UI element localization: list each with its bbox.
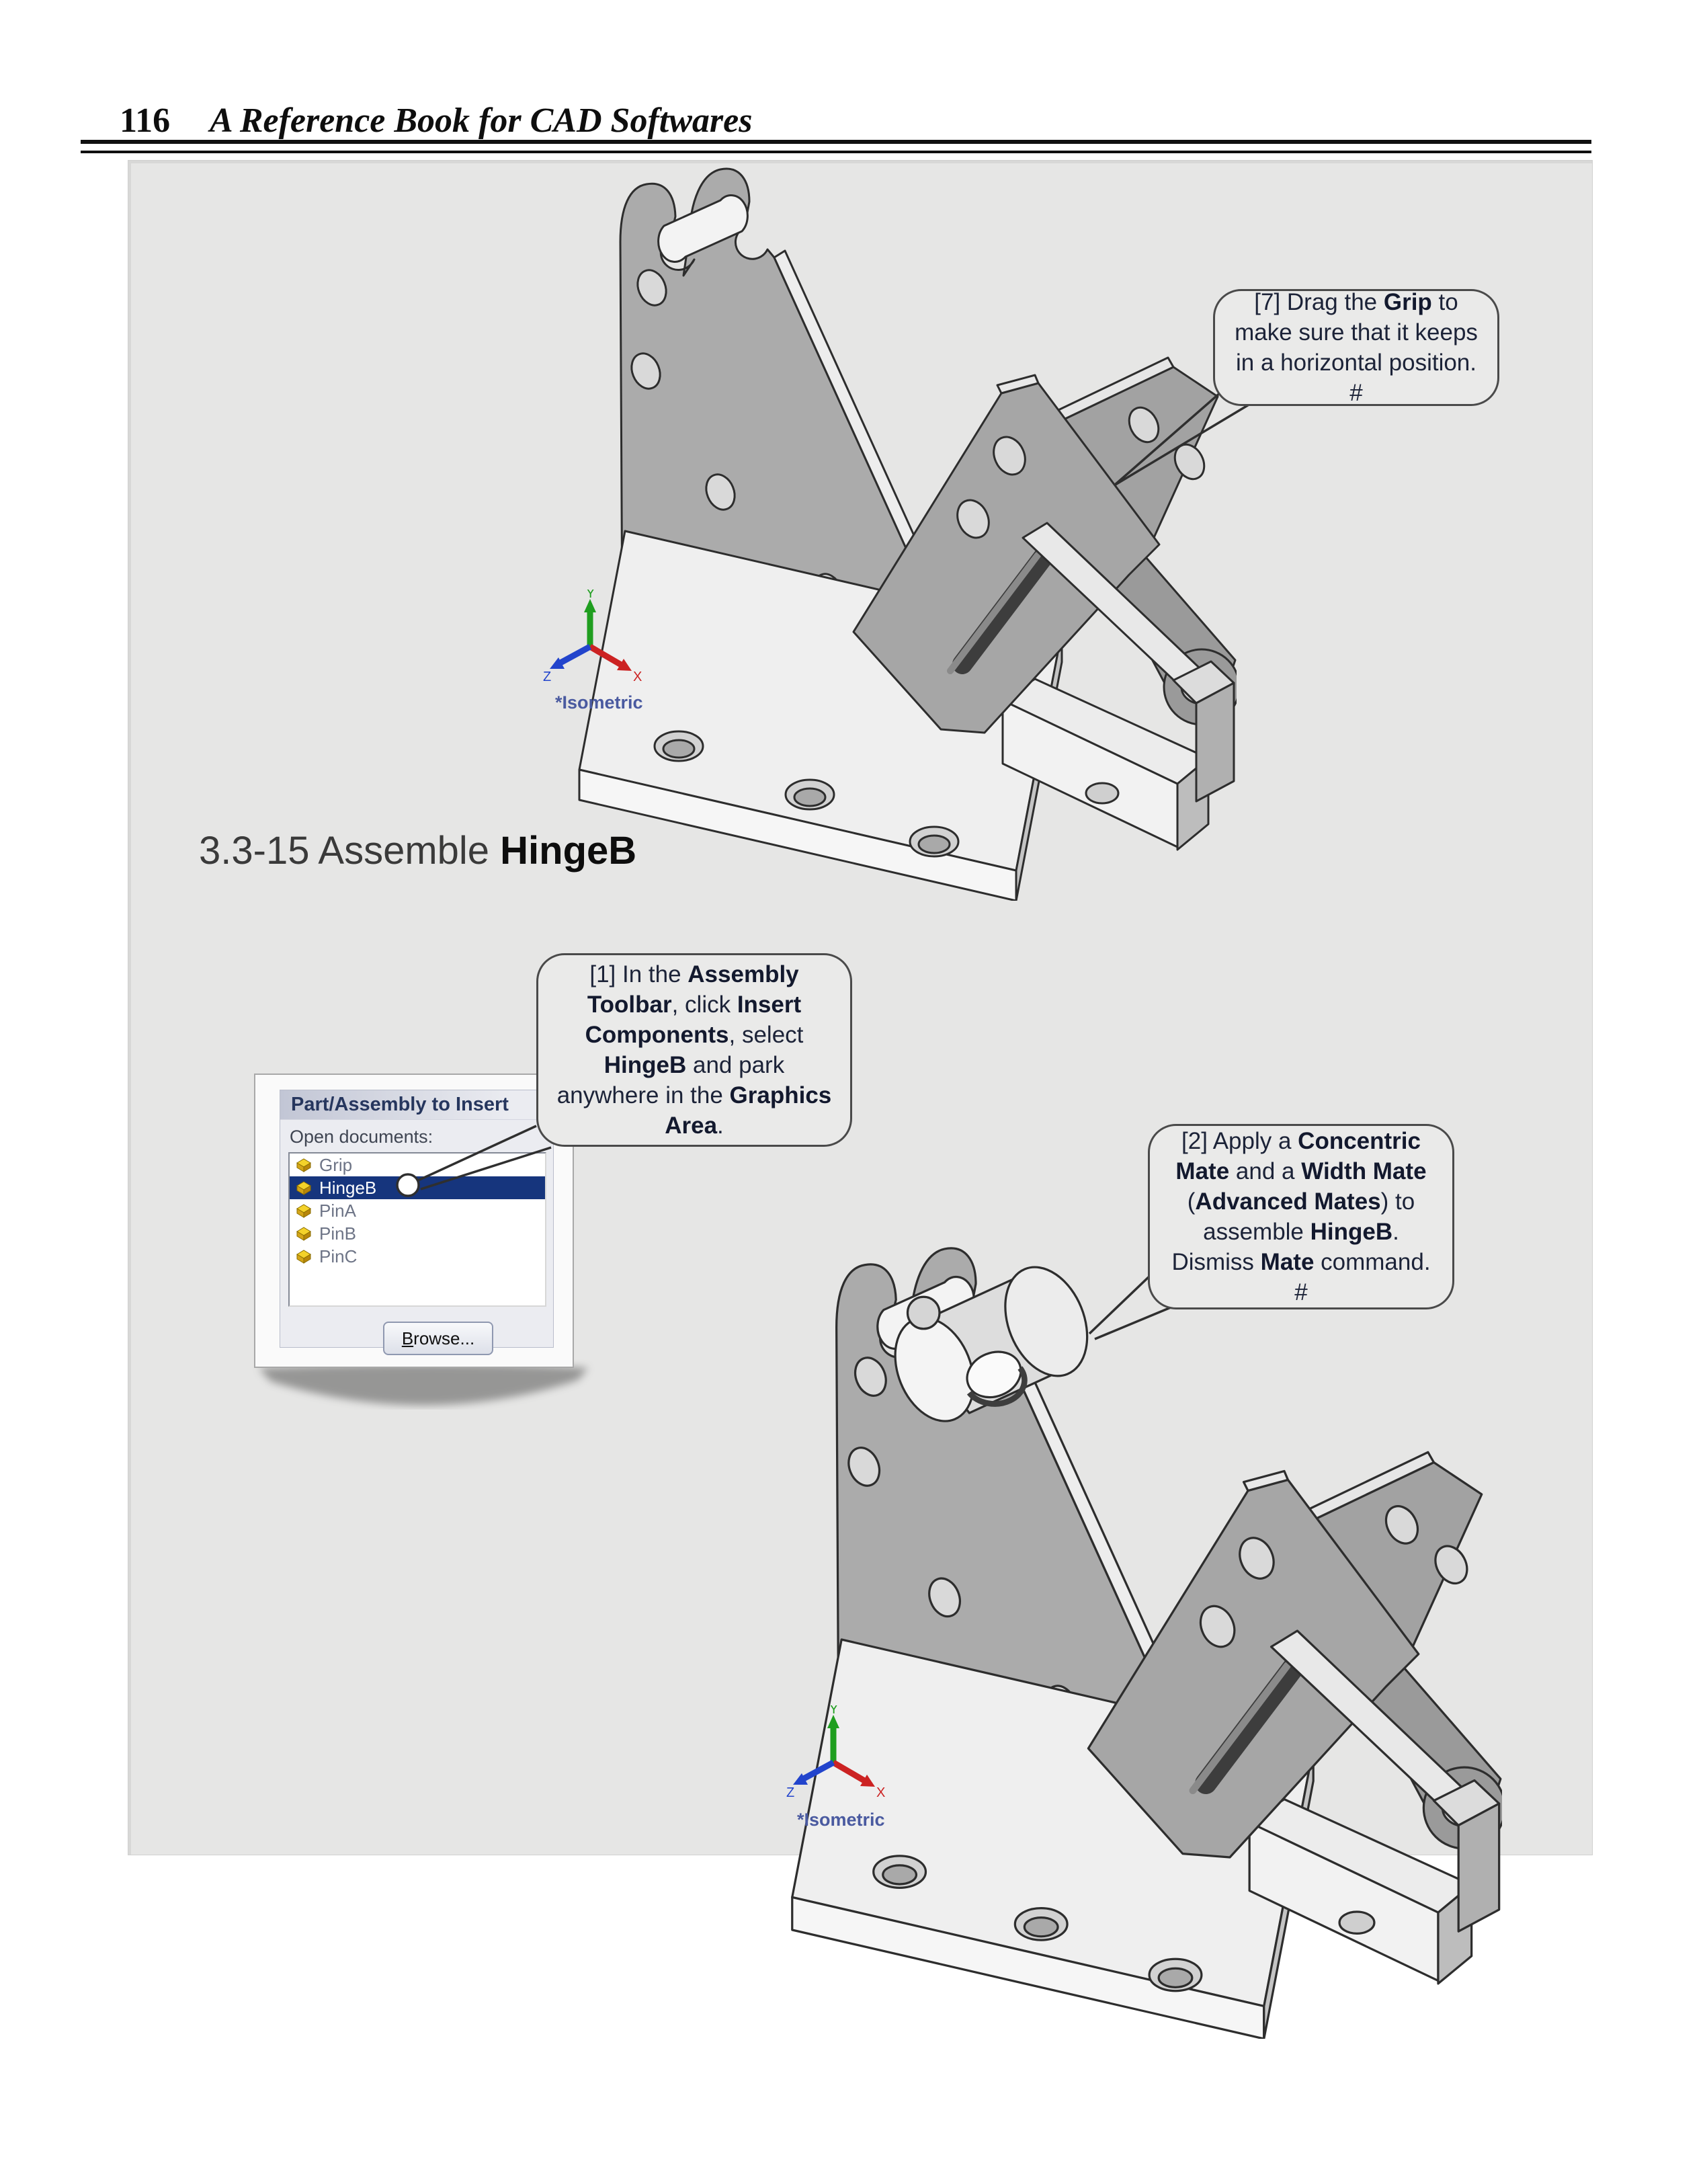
list-item-pina[interactable] (290, 1199, 545, 1222)
open-documents-label: Open documents: (290, 1127, 433, 1147)
browse-button[interactable]: B rowse... (383, 1322, 493, 1355)
part-assembly-panel (280, 1090, 554, 1348)
panel-title: Part/Assembly to Insert (280, 1090, 553, 1120)
callout-text: [2] Apply a Concentric Mate and a Width Mate (Advanced Mates) to assemble HingeB. Dismiss Mate command. # (1171, 1128, 1431, 1305)
orientation-triad-icon (543, 590, 651, 690)
insert-component-dialog (254, 1074, 574, 1368)
part-icon (295, 1180, 313, 1196)
header-divider (81, 140, 1591, 153)
orientation-triad-icon (786, 1705, 894, 1806)
part-icon (295, 1203, 313, 1219)
list-item-label: Grip (319, 1154, 353, 1175)
running-title: A Reference Book for CAD Softwares (210, 102, 753, 140)
callout-text: [1] In the Assembly Toolbar, click Insert Components, select HingeB and park anywhere in the Graphics Area. (556, 961, 832, 1139)
orientation-label: *Isometric (555, 692, 643, 713)
list-item-label: PinC (319, 1246, 358, 1266)
list-item-pinc[interactable] (290, 1245, 545, 1268)
orientation-label: *Isometric (797, 1810, 885, 1830)
page-number: 116 (120, 102, 171, 140)
list-item-label: PinB (319, 1223, 356, 1244)
part-icon (295, 1248, 313, 1264)
list-item-label: PinA (319, 1200, 356, 1221)
section-title: Assemble (318, 829, 490, 873)
part-icon (295, 1157, 313, 1173)
section-number: 3.3-15 (199, 829, 310, 873)
cad-model-grip-assembly (565, 161, 1237, 901)
open-documents-list[interactable] (288, 1152, 546, 1307)
callout-text: [7] Drag the Grip to make sure that it keeps in a horizontal position. # (1235, 289, 1478, 406)
list-item-pinb[interactable] (290, 1222, 545, 1245)
list-item-label: HingeB (319, 1177, 377, 1198)
callout-step-2 (1148, 1124, 1454, 1309)
cad-model-hingeb-assembly (776, 1240, 1502, 2039)
callout-step-1 (536, 953, 852, 1147)
section-title-bold: HingeB (500, 829, 637, 873)
part-icon (295, 1225, 313, 1242)
callout-step-7 (1213, 289, 1499, 406)
list-item-grip[interactable] (290, 1154, 545, 1176)
list-item-hingeb-selected[interactable] (290, 1176, 545, 1199)
